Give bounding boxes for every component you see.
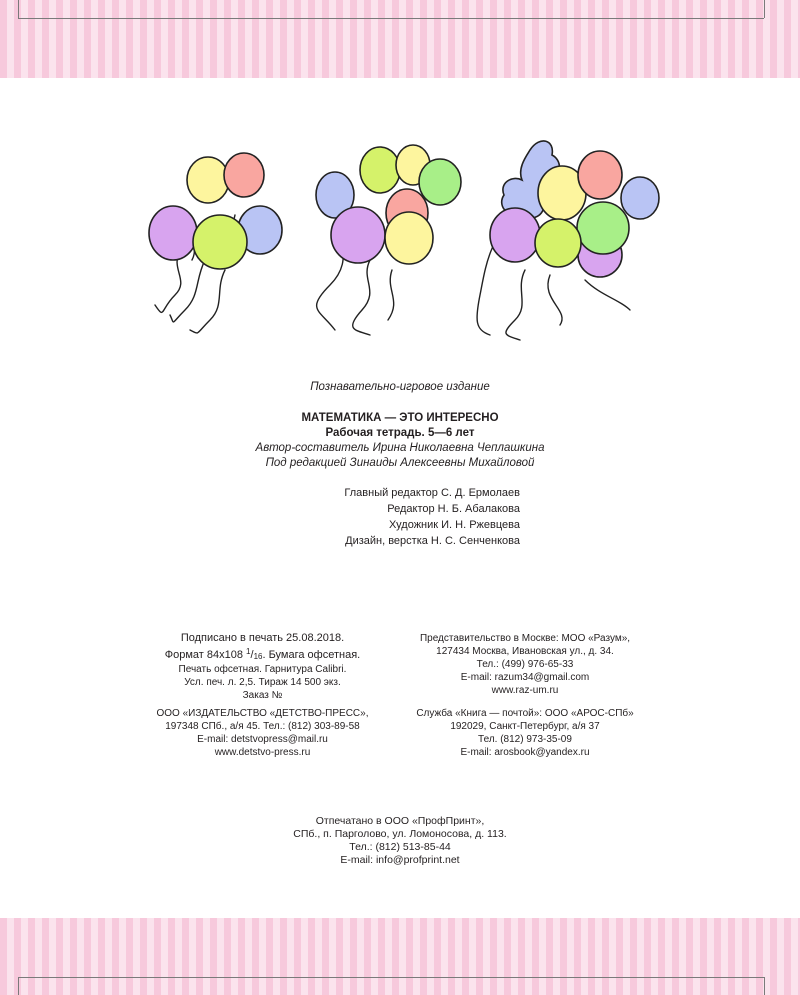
book-editor: Под редакцией Зинаиды Алексеевны Михайловой (265, 457, 535, 469)
representative-info (405, 632, 645, 697)
balloon (419, 159, 461, 205)
balloon (193, 215, 247, 269)
representative-line: 127434 Москва, Ивановская ул., д. 34. (436, 646, 614, 657)
balloons-illustration (130, 120, 670, 350)
print-volume: Усл. печ. л. 2,5. Тираж 14 500 экз. (184, 677, 341, 688)
representative-phone: Тел.: (499) 976-65-33 (476, 659, 574, 670)
representative-website: www.raz-um.ru (491, 685, 559, 696)
title-block (150, 411, 650, 471)
book-title: МАТЕМАТИКА — ЭТО ИНТЕРЕСНО (301, 412, 499, 424)
balloon (535, 219, 581, 267)
print-order: Заказ № (242, 690, 283, 701)
mail-service-info (405, 707, 645, 759)
print-signed: Подписано в печать 25.08.2018. (180, 632, 345, 644)
credit-line: Главный редактор С. Д. Ермолаев (344, 487, 520, 499)
balloon (224, 153, 264, 197)
publisher-line: ООО «ИЗДАТЕЛЬСТВО «ДЕТСТВО-ПРЕСС», (156, 708, 369, 719)
mail-service-phone: Тел. (812) 973-35-09 (478, 734, 572, 745)
mail-service-line: 192029, Санкт-Петербург, а/я 37 (450, 721, 600, 732)
book-subtitle: Рабочая тетрадь. 5—6 лет (325, 427, 475, 439)
decorative-stripe-bottom (0, 918, 800, 995)
balloon (187, 157, 229, 203)
book-author: Автор-составитель Ирина Николаевна Чеплашкина (255, 442, 545, 454)
balloon (490, 208, 540, 262)
balloon (360, 147, 400, 193)
publisher-info (140, 707, 385, 759)
genre-label: Познавательно-игровое издание (310, 381, 490, 393)
printer-line: СПб., п. Парголово, ул. Ломоносова, д. 113. (293, 828, 507, 840)
publisher-email: E-mail: detstvopress@mail.ru (197, 734, 328, 745)
representative-email: E-mail: razum34@gmail.com (460, 672, 590, 683)
crop-mark (764, 977, 765, 995)
printer-email: E-mail: info@profprint.net (340, 854, 460, 866)
mail-service-email: E-mail: arosbook@yandex.ru (460, 747, 590, 758)
print-format: Формат 84х108 $^1/_{16}$. Бумага офсетная. (164, 647, 361, 661)
balloon (577, 202, 629, 254)
publisher-website: www.detstvo-press.ru (214, 747, 311, 758)
print-info (140, 632, 385, 702)
printer-info (250, 815, 550, 867)
format-suffix: . Бумага офсетная. (262, 649, 361, 661)
crop-mark (18, 977, 19, 995)
decorative-stripe-top (0, 0, 800, 78)
crop-mark (18, 0, 19, 18)
printer-phone: Тел.: (812) 513-85-44 (349, 841, 451, 853)
print-type: Печать офсетная. Гарнитура Calibri. (178, 664, 347, 675)
crop-mark (18, 977, 764, 978)
printer-line: Отпечатано в ООО «ПрофПринт», (315, 815, 485, 827)
mail-service-line: Служба «Книга — почтой»: ООО «АРОС-СПб» (416, 708, 634, 719)
balloon (331, 207, 385, 263)
format-prefix: Формат 84х108 (164, 649, 243, 661)
balloon (621, 177, 659, 219)
crop-mark (764, 0, 765, 18)
credit-line: Художник И. Н. Ржевцева (389, 519, 520, 531)
balloon (149, 206, 197, 260)
crop-mark (18, 18, 764, 19)
publisher-line: 197348 СПб., а/я 45. Тел.: (812) 303-89-58 (165, 721, 360, 732)
credit-line: Дизайн, верстка Н. С. Сенченкова (345, 535, 520, 547)
representative-line: Представительство в Москве: МОО «Разум», (419, 633, 631, 644)
credits-list (300, 485, 520, 549)
balloon (578, 151, 622, 199)
credit-line: Редактор Н. Б. Абалакова (387, 503, 520, 515)
balloon (385, 212, 433, 264)
format-numerator: 1 (246, 647, 251, 656)
format-denominator: 16 (253, 652, 263, 661)
